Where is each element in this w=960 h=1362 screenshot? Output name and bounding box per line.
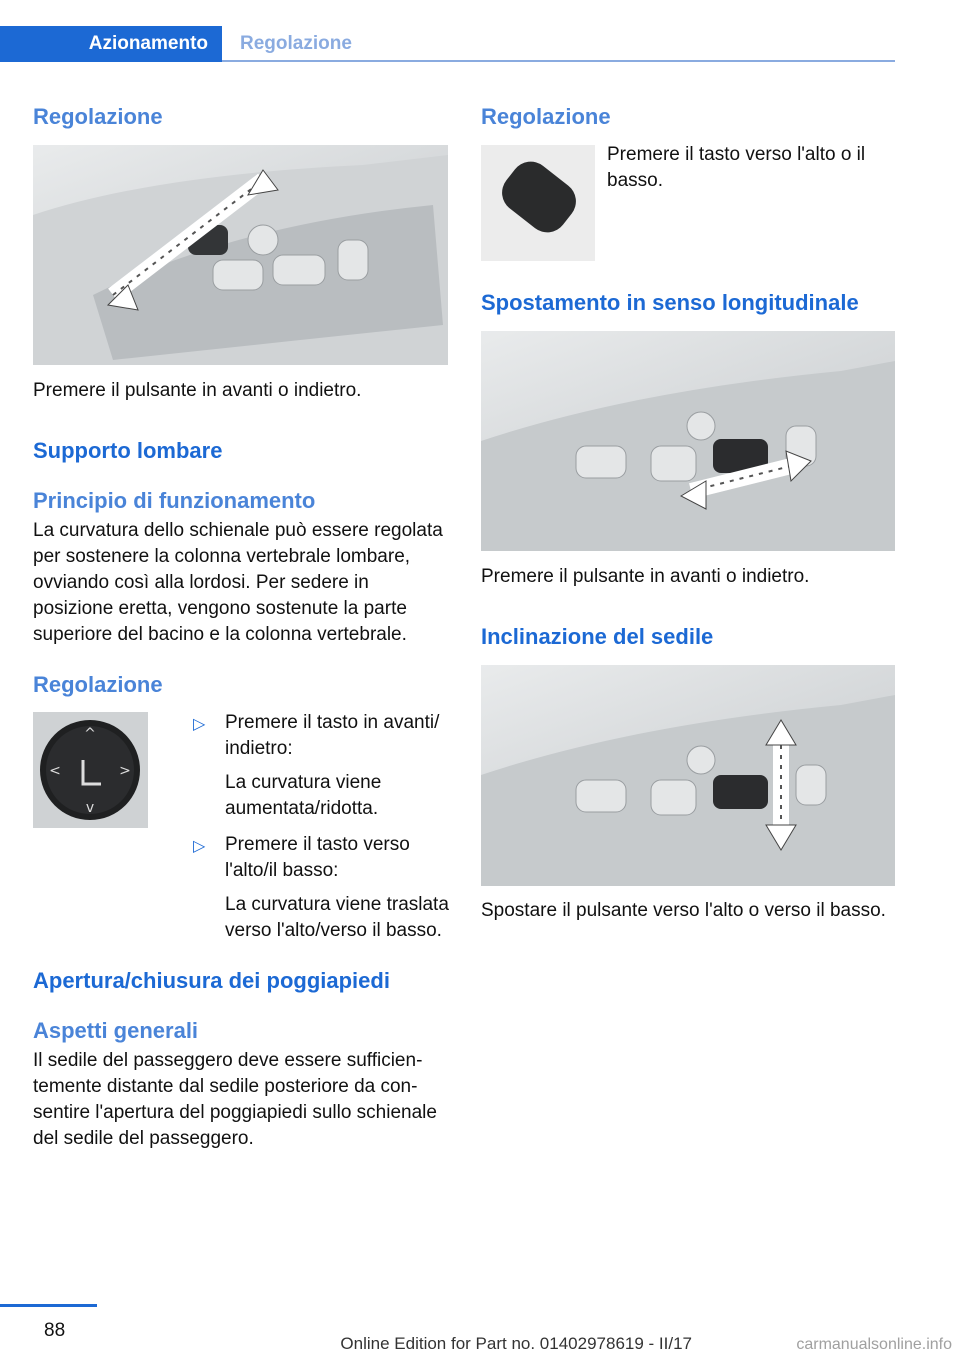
tilt-photo [481,665,895,886]
svg-text:^: ^ [84,726,96,742]
general-text: Il sedile del passeggero deve essere sufficientemente distante dal sedile posteriore da consentire l'apertura del poggiapiedi sullo schienale del sedile del passeggero. [33,1050,437,1149]
heading-regolazione-lombare: Regolazione [33,672,163,697]
edition-label: Online Edition for Part no. 01402978619 - II/17 [340,1334,692,1353]
list-item-main: Premere il tasto verso l'alto/il basso: [225,834,410,881]
section-heading-regolazione-right: Regolazione [481,104,611,129]
list-triangle-icon: ▷ [193,716,206,733]
list-item-sub: La curvatura viene traslata verso l'alto/verso il basso. [225,894,449,941]
tab-regolazione[interactable]: Regolazione [240,33,352,54]
svg-text:<: < [49,763,61,779]
footer-rule [0,1304,97,1307]
list-item [193,832,449,944]
svg-text:>: > [119,763,131,779]
backrest-text: Premere il tasto verso l'alto o il basso. [607,144,866,191]
tab-azionamento[interactable]: Azionamento [0,26,222,62]
heading-principio: Principio di funzionamento [33,488,316,513]
heading-supporto-lombare: Supporto lombare [33,438,223,463]
heading-inclinazione: Inclinazione del sedile [481,624,714,649]
list-item [193,710,449,822]
heading-poggiapiedi: Apertura/chiusura dei poggiapiedi [33,968,390,993]
lumbar-instructions-list [193,710,449,944]
longitudinal-photo [481,331,895,551]
seat-controls-photo [33,145,448,365]
list-item-sub: La curvatura viene aumentata/ridotta. [225,772,382,819]
caption-forward-back: Premere il pulsante in avanti o indietro. [33,380,362,401]
watermark: carmanualsonline.info [796,1336,952,1353]
header-tabs [0,0,895,62]
header-rule [222,60,895,62]
heading-longitudinale: Spostamento in senso longitudinale [481,290,859,315]
section-heading-regolazione: Regolazione [33,104,163,129]
page-number: 88 [44,1320,66,1341]
list-item-main: Premere il tasto in avanti/ indietro: [225,712,440,759]
list-triangle-icon: ▷ [193,838,206,855]
caption-tilt: Spostare il pulsante verso l'alto o verso il basso. [481,900,886,921]
backrest-button-photo [481,145,595,261]
heading-aspetti-generali: Aspetti generali [33,1018,199,1043]
principle-text: La curvatura dello schienale può essere regolata per sostenere la colonna vertebrale lombare, ovviando così alla lordosi. Per sedere in posizione eretta, vengono sostenute la parte superiore del bacino e la colonna vertebrale. [33,520,443,645]
caption-longitudinal: Premere il pulsante in avanti o indietro. [481,566,810,587]
svg-text:v: v [85,800,95,816]
lumbar-dial-photo [33,712,148,828]
